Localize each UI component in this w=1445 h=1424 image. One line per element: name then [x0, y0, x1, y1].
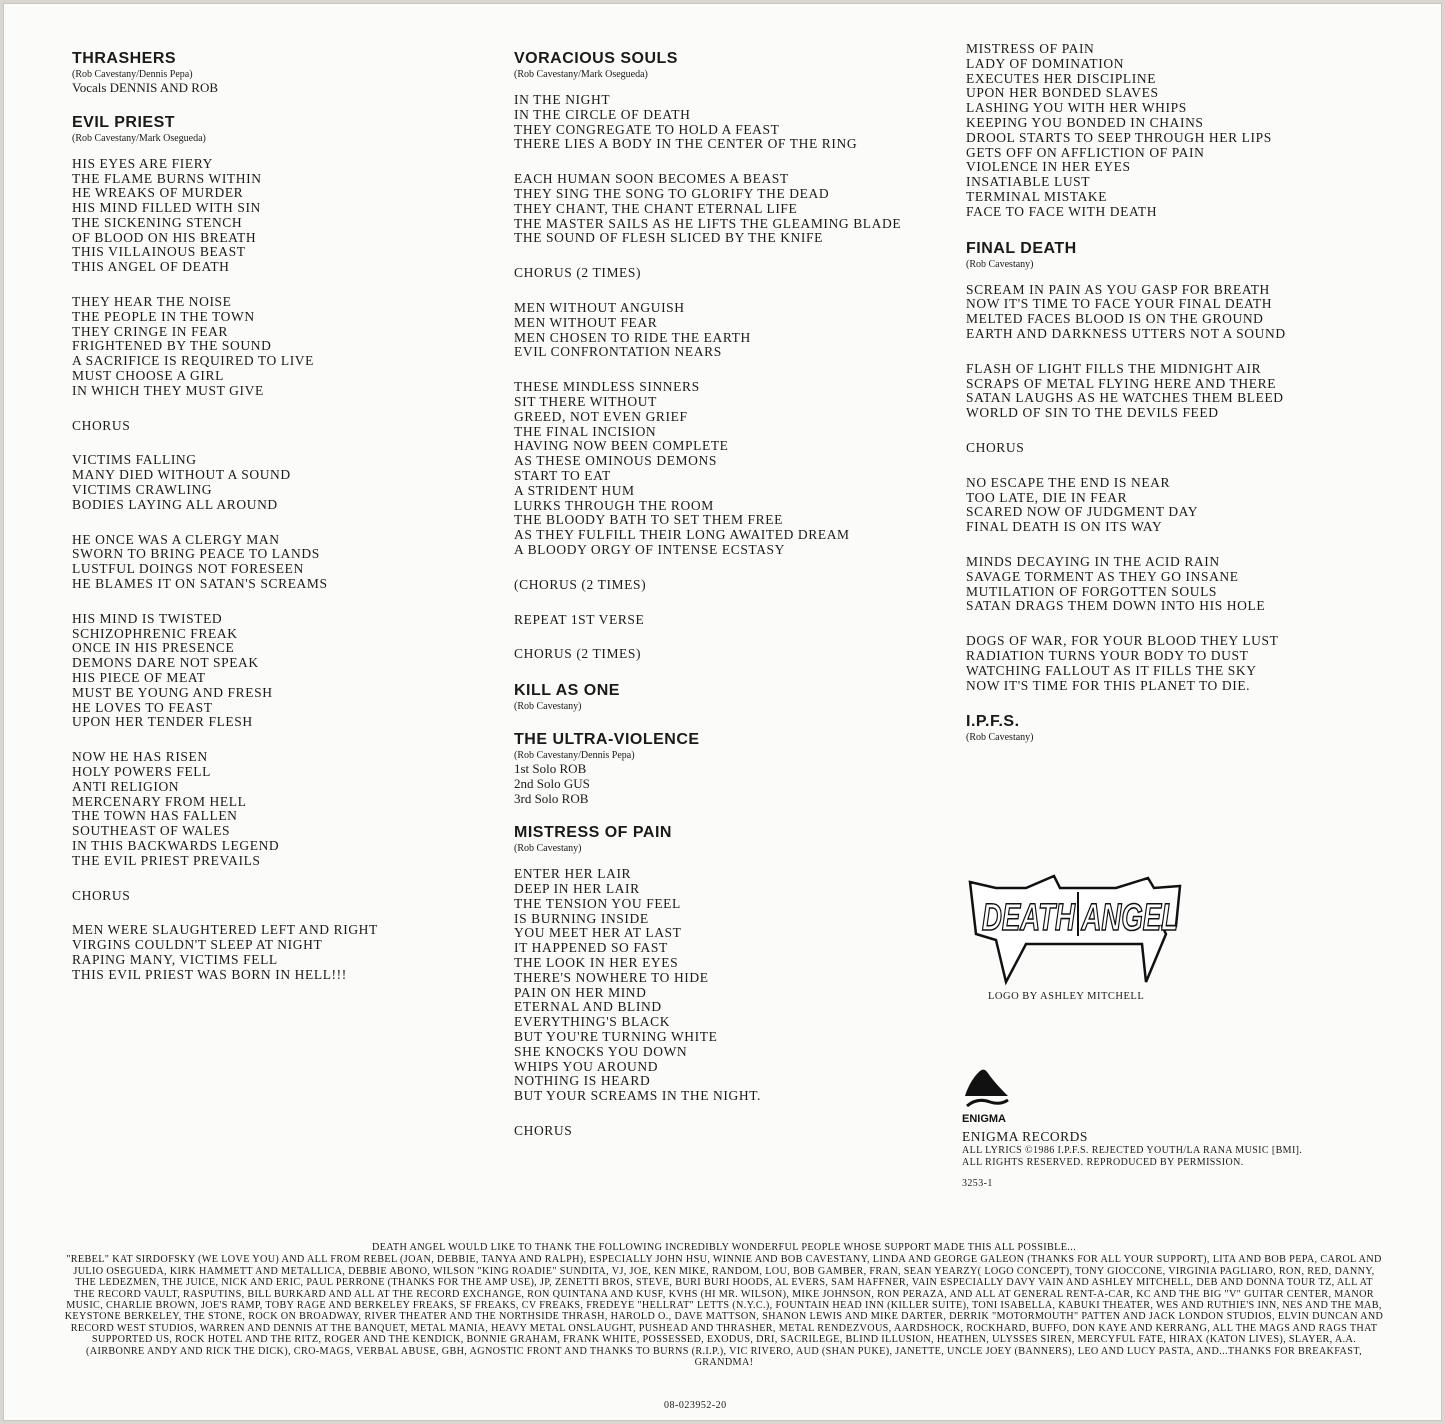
lyric-line: THERE'S NOWHERE TO HIDE: [514, 969, 709, 985]
lyric-line: HE BLAMES IT ON SATAN'S SCREAMS: [72, 576, 328, 592]
lyric-line: THE SOUND OF FLESH SLICED BY THE KNIFE: [514, 230, 823, 246]
band-logo-block: [966, 874, 1196, 1002]
lyric-line: WORLD OF SIN TO THE DEVILS FEED: [966, 405, 1219, 421]
lyric-line: SOUTHEAST OF WALES: [72, 823, 231, 839]
lyric-line: MUST CHOOSE A GIRL: [72, 368, 224, 384]
lyric-line: FRIGHTENED BY THE SOUND: [72, 338, 272, 354]
stanza: [72, 750, 492, 868]
lyric-line: THE BLOODY BATH TO SET THEM FREE: [514, 512, 783, 528]
lyric-line: THE SICKENING STENCH: [72, 214, 243, 230]
lyric-line: NOW IT'S TIME TO FACE YOUR FINAL DEATH: [966, 296, 1273, 312]
lyric-line: THE TOWN HAS FALLEN: [72, 808, 238, 824]
lyric-line: MERCENARY FROM HELL: [72, 793, 247, 809]
song-note: Vocals DENNIS AND ROB: [72, 80, 219, 95]
lyric-line: IT HAPPENED SO FAST: [514, 940, 668, 956]
lyric-line: SWORN TO BRING PEACE TO LANDS: [72, 546, 320, 562]
lyric-line: MINDS DECAYING IN THE ACID RAIN: [966, 553, 1220, 569]
stanza: [72, 157, 492, 275]
lyric-line: RADIATION TURNS YOUR BODY TO DUST: [966, 647, 1249, 663]
song-title: KILL AS ONE: [514, 682, 620, 700]
song-note: 3rd Solo ROB: [514, 790, 589, 806]
stanza: [72, 453, 492, 512]
stanza: [514, 301, 954, 360]
lyric-line: MEN WITHOUT ANGUISH: [514, 299, 685, 315]
lyric-line: UPON HER TENDER FLESH: [72, 714, 253, 730]
lyric-line: THE TENSION YOU FEEL: [514, 895, 681, 911]
lyric-line: THEY CRINGE IN FEAR: [72, 323, 229, 339]
lyric-line: MUST BE YOUNG AND FRESH: [72, 684, 273, 700]
stanza: [966, 362, 1426, 421]
lyric-line: HE WREAKS OF MURDER: [72, 185, 244, 201]
song: [966, 713, 1426, 744]
stanza: [514, 867, 954, 1104]
lyric-line: OF BLOOD ON HIS BREATH: [72, 229, 257, 245]
song: [514, 682, 954, 713]
song-title: THRASHERS: [72, 50, 177, 67]
lyric-line: ETERNAL AND BLIND: [514, 999, 662, 1015]
stanza: [966, 555, 1426, 614]
lyric-line: YOU MEET HER AT LAST: [514, 925, 682, 941]
lyric-line: THE LOOK IN HER EYES: [514, 955, 679, 970]
copyright-line-1: ALL LYRICS ©1986 I.P.F.S. REJECTED YOUTH/LA RANA MUSIC [BMI].: [962, 1145, 1303, 1156]
lyric-line: SCHIZOPHRENIC FREAK: [72, 625, 238, 641]
song: [966, 240, 1426, 694]
song-credit: (Rob Cavestany/Mark Osegueda): [72, 132, 206, 144]
lyric-sheet: [4, 4, 1441, 1420]
lyric-line: NOW IT'S TIME FOR THIS PLANET TO DIE.: [966, 677, 1251, 693]
lyric-line: EARTH AND DARKNESS UTTERS NOT A SOUND: [966, 325, 1286, 341]
lyric-line: THE PEOPLE IN THE TOWN: [72, 308, 255, 324]
lyric-line: AS THEY FULFILL THEIR LONG AWAITED DREAM: [514, 527, 850, 543]
lyric-line: FINAL DEATH IS ON ITS WAY: [966, 519, 1163, 535]
lyric-line: LASHING YOU WITH HER WHIPS: [966, 100, 1187, 116]
lyric-line: NOW HE HAS RISEN: [72, 749, 208, 765]
lyric-line: CHORUS (2 TIMES): [514, 646, 642, 662]
lyric-line: BODIES LAYING ALL AROUND: [72, 496, 278, 512]
lyric-line: IS BURNING INSIDE: [514, 910, 649, 926]
lyric-line: VIRGINS COULDN'T SLEEP AT NIGHT: [72, 937, 323, 953]
thanks-heading: DEATH ANGEL WOULD LIKE TO THANK THE FOLLOWING INCREDIBLY WONDERFUL PEOPLE WHOSE SUPPORT MADE THIS ALL POSSIBLE...: [372, 1242, 1076, 1253]
lyric-line: GREED, NOT EVEN GRIEF: [514, 408, 688, 424]
lyric-line: MEN WERE SLAUGHTERED LEFT AND RIGHT: [72, 922, 378, 938]
lyric-line: CHORUS: [966, 439, 1025, 455]
song-title: FINAL DEATH: [966, 239, 1077, 257]
lyric-line: HE ONCE WAS A CLERGY MAN: [72, 531, 280, 547]
lyric-line: WHIPS YOU AROUND: [514, 1058, 659, 1074]
lyric-line: UPON HER BONDED SLAVES: [966, 85, 1159, 101]
stanza: [514, 380, 954, 558]
svg-text:ENIGMA: ENIGMA: [962, 1113, 1006, 1125]
column-2: [514, 42, 954, 1159]
lyric-line: (CHORUS (2 TIMES): [514, 576, 647, 592]
lyric-line: THE FLAME BURNS WITHIN: [72, 170, 262, 186]
song-credit: (Rob Cavestany): [966, 258, 1034, 270]
lyric-line: TOO LATE, DIE IN FEAR: [966, 489, 1128, 505]
lyric-line: MANY DIED WITHOUT A SOUND: [72, 467, 291, 483]
lyric-line: IN THIS BACKWARDS LEGEND: [72, 837, 280, 853]
lyric-line: IN THE NIGHT: [514, 92, 611, 107]
svg-text:DEATH ANGEL: DEATH ANGEL: [982, 897, 1178, 939]
stanza: [514, 1124, 954, 1139]
lyric-line: CHORUS: [514, 1122, 573, 1138]
lyric-line: CHORUS: [72, 417, 131, 433]
lyric-line: REPEAT 1ST VERSE: [514, 611, 645, 627]
song-title: MISTRESS OF PAIN: [514, 824, 672, 842]
lyric-line: THEY CONGREGATE TO HOLD A FEAST: [514, 121, 780, 137]
lyric-line: SCARED NOW OF JUDGMENT DAY: [966, 504, 1199, 520]
lyric-line: THIS VILLAINOUS BEAST: [72, 244, 246, 260]
lyric-line: MISTRESS OF PAIN: [966, 41, 1095, 56]
song: [514, 731, 954, 806]
lyric-line: THIS EVIL PRIEST WAS BORN IN HELL!!!: [72, 966, 347, 982]
lyric-line: THEY HEAR THE NOISE: [72, 294, 232, 310]
lyric-line: SHE KNOCKS YOU DOWN: [514, 1043, 688, 1059]
lyric-line: SCRAPS OF METAL FLYING HERE AND THERE: [966, 375, 1277, 391]
lyric-line: THERE LIES A BODY IN THE CENTER OF THE RING: [514, 136, 858, 152]
stanza: [514, 647, 954, 662]
catalog-number: 08-023952-20: [664, 1400, 727, 1411]
lyric-line: HE LOVES TO FEAST: [72, 699, 213, 715]
lyric-line: CHORUS: [72, 887, 131, 903]
lyric-line: THIS ANGEL OF DEATH: [72, 259, 230, 275]
stanza: [514, 93, 954, 152]
song-note: 1st Solo ROB: [514, 761, 587, 777]
stanza: [72, 923, 492, 982]
lyric-line: MEN CHOSEN TO RIDE THE EARTH: [514, 329, 751, 345]
lyric-line: ANTI RELIGION: [72, 778, 180, 794]
stanza: [966, 441, 1426, 456]
stanza: [514, 578, 954, 593]
lyric-line: KEEPING YOU BONDED IN CHAINS: [966, 114, 1204, 130]
lyric-line: HIS MIND FILLED WITH SIN: [72, 200, 261, 216]
stanza: [514, 613, 954, 628]
lyric-line: VICTIMS CRAWLING: [72, 482, 213, 498]
lyric-line: SIT THERE WITHOUT: [514, 393, 657, 409]
lyric-line: ENTER HER LAIR: [514, 866, 632, 882]
label-code: 3253-1: [962, 1178, 993, 1189]
lyric-line: MEN WITHOUT FEAR: [514, 314, 658, 330]
song-credit: (Rob Cavestany/Mark Osegueda): [514, 69, 648, 80]
lyric-line: EVERYTHING'S BLACK: [514, 1014, 671, 1030]
column-3: [966, 42, 1426, 762]
stanza: [966, 476, 1426, 535]
column-1: [72, 42, 492, 1003]
lyric-line: RAPING MANY, VICTIMS FELL: [72, 951, 278, 967]
song-credit: (Rob Cavestany/Dennis Pepa): [72, 69, 193, 80]
stanza: [72, 295, 492, 399]
lyric-line: THEY CHANT, THE CHANT ETERNAL LIFE: [514, 200, 798, 216]
stanza: [966, 283, 1426, 342]
lyric-line: NO ESCAPE THE END IS NEAR: [966, 474, 1171, 490]
lyric-line: EXECUTES HER DISCIPLINE: [966, 70, 1157, 86]
song: [514, 50, 954, 662]
lyric-line: FLASH OF LIGHT FILLS THE MIDNIGHT AIR: [966, 360, 1262, 376]
lyric-line: EVIL CONFRONTATION NEARS: [514, 344, 722, 360]
lyric-line: SATAN LAUGHS AS HE WATCHES THEM BLEED: [966, 390, 1284, 406]
lyric-line: HIS PIECE OF MEAT: [72, 670, 206, 686]
label-name: ENIGMA RECORDS: [962, 1129, 1088, 1144]
song-credit: (Rob Cavestany): [514, 843, 582, 855]
stanza: [72, 889, 492, 904]
song: [72, 114, 492, 983]
stanza: [72, 612, 492, 730]
song-title: I.P.F.S.: [966, 713, 1020, 731]
song-title: THE ULTRA-VIOLENCE: [514, 731, 700, 749]
song: [514, 824, 954, 1139]
lyric-line: WATCHING FALLOUT AS IT FILLS THE SKY: [966, 662, 1257, 678]
lyric-line: LADY OF DOMINATION: [966, 55, 1125, 71]
lyric-line: BUT YOUR SCREAMS IN THE NIGHT.: [514, 1088, 762, 1104]
lyric-line: THE FINAL INCISION: [514, 423, 657, 439]
lyric-line: IN THE CIRCLE OF DEATH: [514, 106, 691, 122]
lyric-line: MELTED FACES BLOOD IS ON THE GROUND: [966, 311, 1264, 327]
lyric-line: LURKS THROUGH THE ROOM: [514, 497, 714, 513]
lyric-line: THE MASTER SAILS AS HE LIFTS THE GLEAMING BLADE: [514, 215, 902, 231]
lyric-line: HIS EYES ARE FIERY: [72, 155, 213, 171]
logo-credit: LOGO BY ASHLEY MITCHELL: [988, 991, 1145, 1002]
stanza: [72, 533, 492, 592]
song: [72, 50, 492, 96]
lyric-line: SCREAM IN PAIN AS YOU GASP FOR BREATH: [966, 281, 1270, 297]
copyright-line-2: ALL RIGHTS RESERVED. REPRODUCED BY PERMISSION.: [962, 1156, 1244, 1168]
lyric-line: IN WHICH THEY MUST GIVE: [72, 382, 264, 398]
stanza: [966, 42, 1426, 220]
lyric-line: VICTIMS FALLING: [72, 452, 197, 468]
lyric-line: A BLOODY ORGY OF INTENSE ECSTASY: [514, 541, 786, 557]
stanza: [966, 634, 1426, 693]
lyric-line: THEY SING THE SONG TO GLORIFY THE DEAD: [514, 185, 830, 201]
lyric-line: DEEP IN HER LAIR: [514, 881, 640, 897]
lyric-line: A SACRIFICE IS REQUIRED TO LIVE: [72, 353, 314, 369]
lyric-line: LUSTFUL DOINGS NOT FORESEEN: [72, 561, 304, 577]
lyric-line: FACE TO FACE WITH DEATH: [966, 203, 1158, 219]
enigma-logo: [962, 1066, 1012, 1124]
lyric-line: HIS MIND IS TWISTED: [72, 610, 223, 626]
lyric-line: TERMINAL MISTAKE: [966, 188, 1108, 204]
thanks-block: [64, 1242, 1384, 1368]
lyric-line: INSATIABLE LUST: [966, 174, 1091, 190]
label-block: [962, 1066, 1382, 1190]
lyric-line: THE EVIL PRIEST PREVAILS: [72, 852, 261, 868]
thanks-body: "REBEL" KAT SIRDOFSKY (WE LOVE YOU) AND ALL FROM REBEL (JOAN, DEBBIE, TANYA AND RALPH), ESPECIALLY JOHN HSU, WINNIE AND BOB CAVESTANY, LINDA AND GEORGE GALEON (THANKS FOR ALL YOUR SUPPORT), LITA AND BOB PEPA, CAROL AND JULIO OSEGUEDA, KIRK HAMMETT AND METALLICA, DEBBIE ABONO, WILSON "KING ROADIE" SUNDITA, VJ, JOE, KEN MIKE, RANDOM, LOU, BOB GAMBER, FRAN, SEAN YEARZY( LOGO CONCEPT), TONY GIOCCONE, VIRGINIA PAGLIARO, RON, RED, DANNY, THE LEDEZMEN, THE JUICE, NICK AND ERIC, PAUL PERRONE (THANKS FOR THE AMP USE), JP, ZENETTI BROS, STEVE, BURI BURI HOODS, AL EVERS, SAM HAFFNER, VAIN ESPECIALLY DAVY VAIN AND ASHLEY MITCHELL, DEB AND DONNA TOUR TZ, ALL AT THE RECORD VAULT, RASPUTINS, BILL BURKARD AND ALL AT THE RECORD EXCHANGE, RON QUINTANA AND KUSF, KVHS (HI MR. WILSON), MIKE JOHNSON, RON PERAZA, AND ALL AT GENERAL RENT-A-CAR, KC AND THE BIG "V" GUITAR CENTER, MANOR MUSIC, CHARLIE BROWN, JOE'S RAMP, TOBY RAGE AND BERKELEY FREAKS, SF FREAKS, CV FREAKS, FREDEYE "HELLRAT" LETTS (N.Y.C.), FOUNTAIN HEAD INN (KILLER SUITE), TONI ISABELLA, KABUKI THEATER, WES AND RUTHIE'S INN, NES AND THE MAB, KEYSTONE BERKELEY, THE STONE, ROCK ON BROADWAY, RIVER THEATER AND THE NORTHSIDE THRASH, HAROLD O., DAVE MATTSON, SHANON LEWIS AND MIKE DARTER, DERRIK "MOTORMOUTH" PATTEN AND JACK LONDON STUDIOS, ELVIN DUNCAN AND RECORD WEST STUDIOS, WARREN AND DENNIS AT THE BANQUET, METAL MANIA, HEAVY METAL ONSLAUGHT, PUSHEAD AND THRASHER, METAL RENDEZVOUS, AARDSHOCK, ROCKHARD, BUFFO, DON KAYE AND KERRANG, ALL THE MAGS AND RAGS THAT SUPPORTED US, ROCK HOTEL AND THE RITZ, ROGER AND THE KENDICK, BONNIE GRAHAM, FRANK WHITE, POSSESSED, EXODUS, DRI, SACRILEGE, BLIND ILLUSION, HEATHEN, ULYSSES SIREN, MERCYFUL FATE, HIRAX (KATON LIVES), SLAYER, A.A. (AIRBONRE ANDY AND RICK THE DICK), CRO-MAGS, VERBAL ABUSE, GBH, AGNOSTIC FRONT AND THANKS TO BURNS (R.I.P.), VIC RIVERO, AUD (SHAN PUKE), JANETTE, UNCLE JOEY (BANNERS), LEO AND LUCY PASTA, AND...THANKS FOR BREAKFAST, GRANDMA!: [64, 1254, 1384, 1369]
death-angel-logo: [966, 874, 1196, 984]
lyric-line: START TO EAT: [514, 467, 611, 483]
lyric-line: SATAN DRAGS THEM DOWN INTO HIS HOLE: [966, 598, 1266, 614]
lyric-line: THESE MINDLESS SINNERS: [514, 379, 700, 395]
song-credit: (Rob Cavestany/Dennis Pepa): [514, 750, 635, 762]
lyric-line: DEMONS DARE NOT SPEAK: [72, 655, 259, 671]
lyric-line: AS THESE OMINOUS DEMONS: [514, 453, 717, 469]
lyric-line: GETS OFF ON AFFLICTION OF PAIN: [966, 144, 1205, 160]
lyric-line: BUT YOU'RE TURNING WHITE: [514, 1028, 718, 1044]
lyric-line: EACH HUMAN SOON BECOMES A BEAST: [514, 171, 789, 187]
lyric-line: SAVAGE TORMENT AS THEY GO INSANE: [966, 568, 1239, 584]
lyric-line: VIOLENCE IN HER EYES: [966, 159, 1131, 175]
lyric-line: DOGS OF WAR, FOR YOUR BLOOD THEY LUST: [966, 633, 1279, 649]
lyric-line: A STRIDENT HUM: [514, 482, 635, 498]
song-credit: (Rob Cavestany): [966, 732, 1034, 744]
lyric-line: DROOL STARTS TO SEEP THROUGH HER LIPS: [966, 129, 1272, 145]
lyric-line: HOLY POWERS FELL: [72, 764, 211, 779]
lyric-line: ONCE IN HIS PRESENCE: [72, 640, 235, 656]
stanza: [72, 419, 492, 434]
lyric-line: CHORUS (2 TIMES): [514, 265, 642, 281]
stanza: [514, 172, 954, 246]
stanza: [514, 266, 954, 281]
lyric-line: HAVING NOW BEEN COMPLETE: [514, 438, 729, 454]
lyric-line: MUTILATION OF FORGOTTEN SOULS: [966, 583, 1218, 599]
lyric-line: PAIN ON HER MIND: [514, 984, 647, 1000]
song-title: VORACIOUS SOULS: [514, 50, 678, 67]
lyric-line: NOTHING IS HEARD: [514, 1073, 651, 1089]
song-note: 2nd Solo GUS: [514, 775, 590, 791]
song-credit: (Rob Cavestany): [514, 701, 582, 713]
song-title: EVIL PRIEST: [72, 113, 176, 131]
